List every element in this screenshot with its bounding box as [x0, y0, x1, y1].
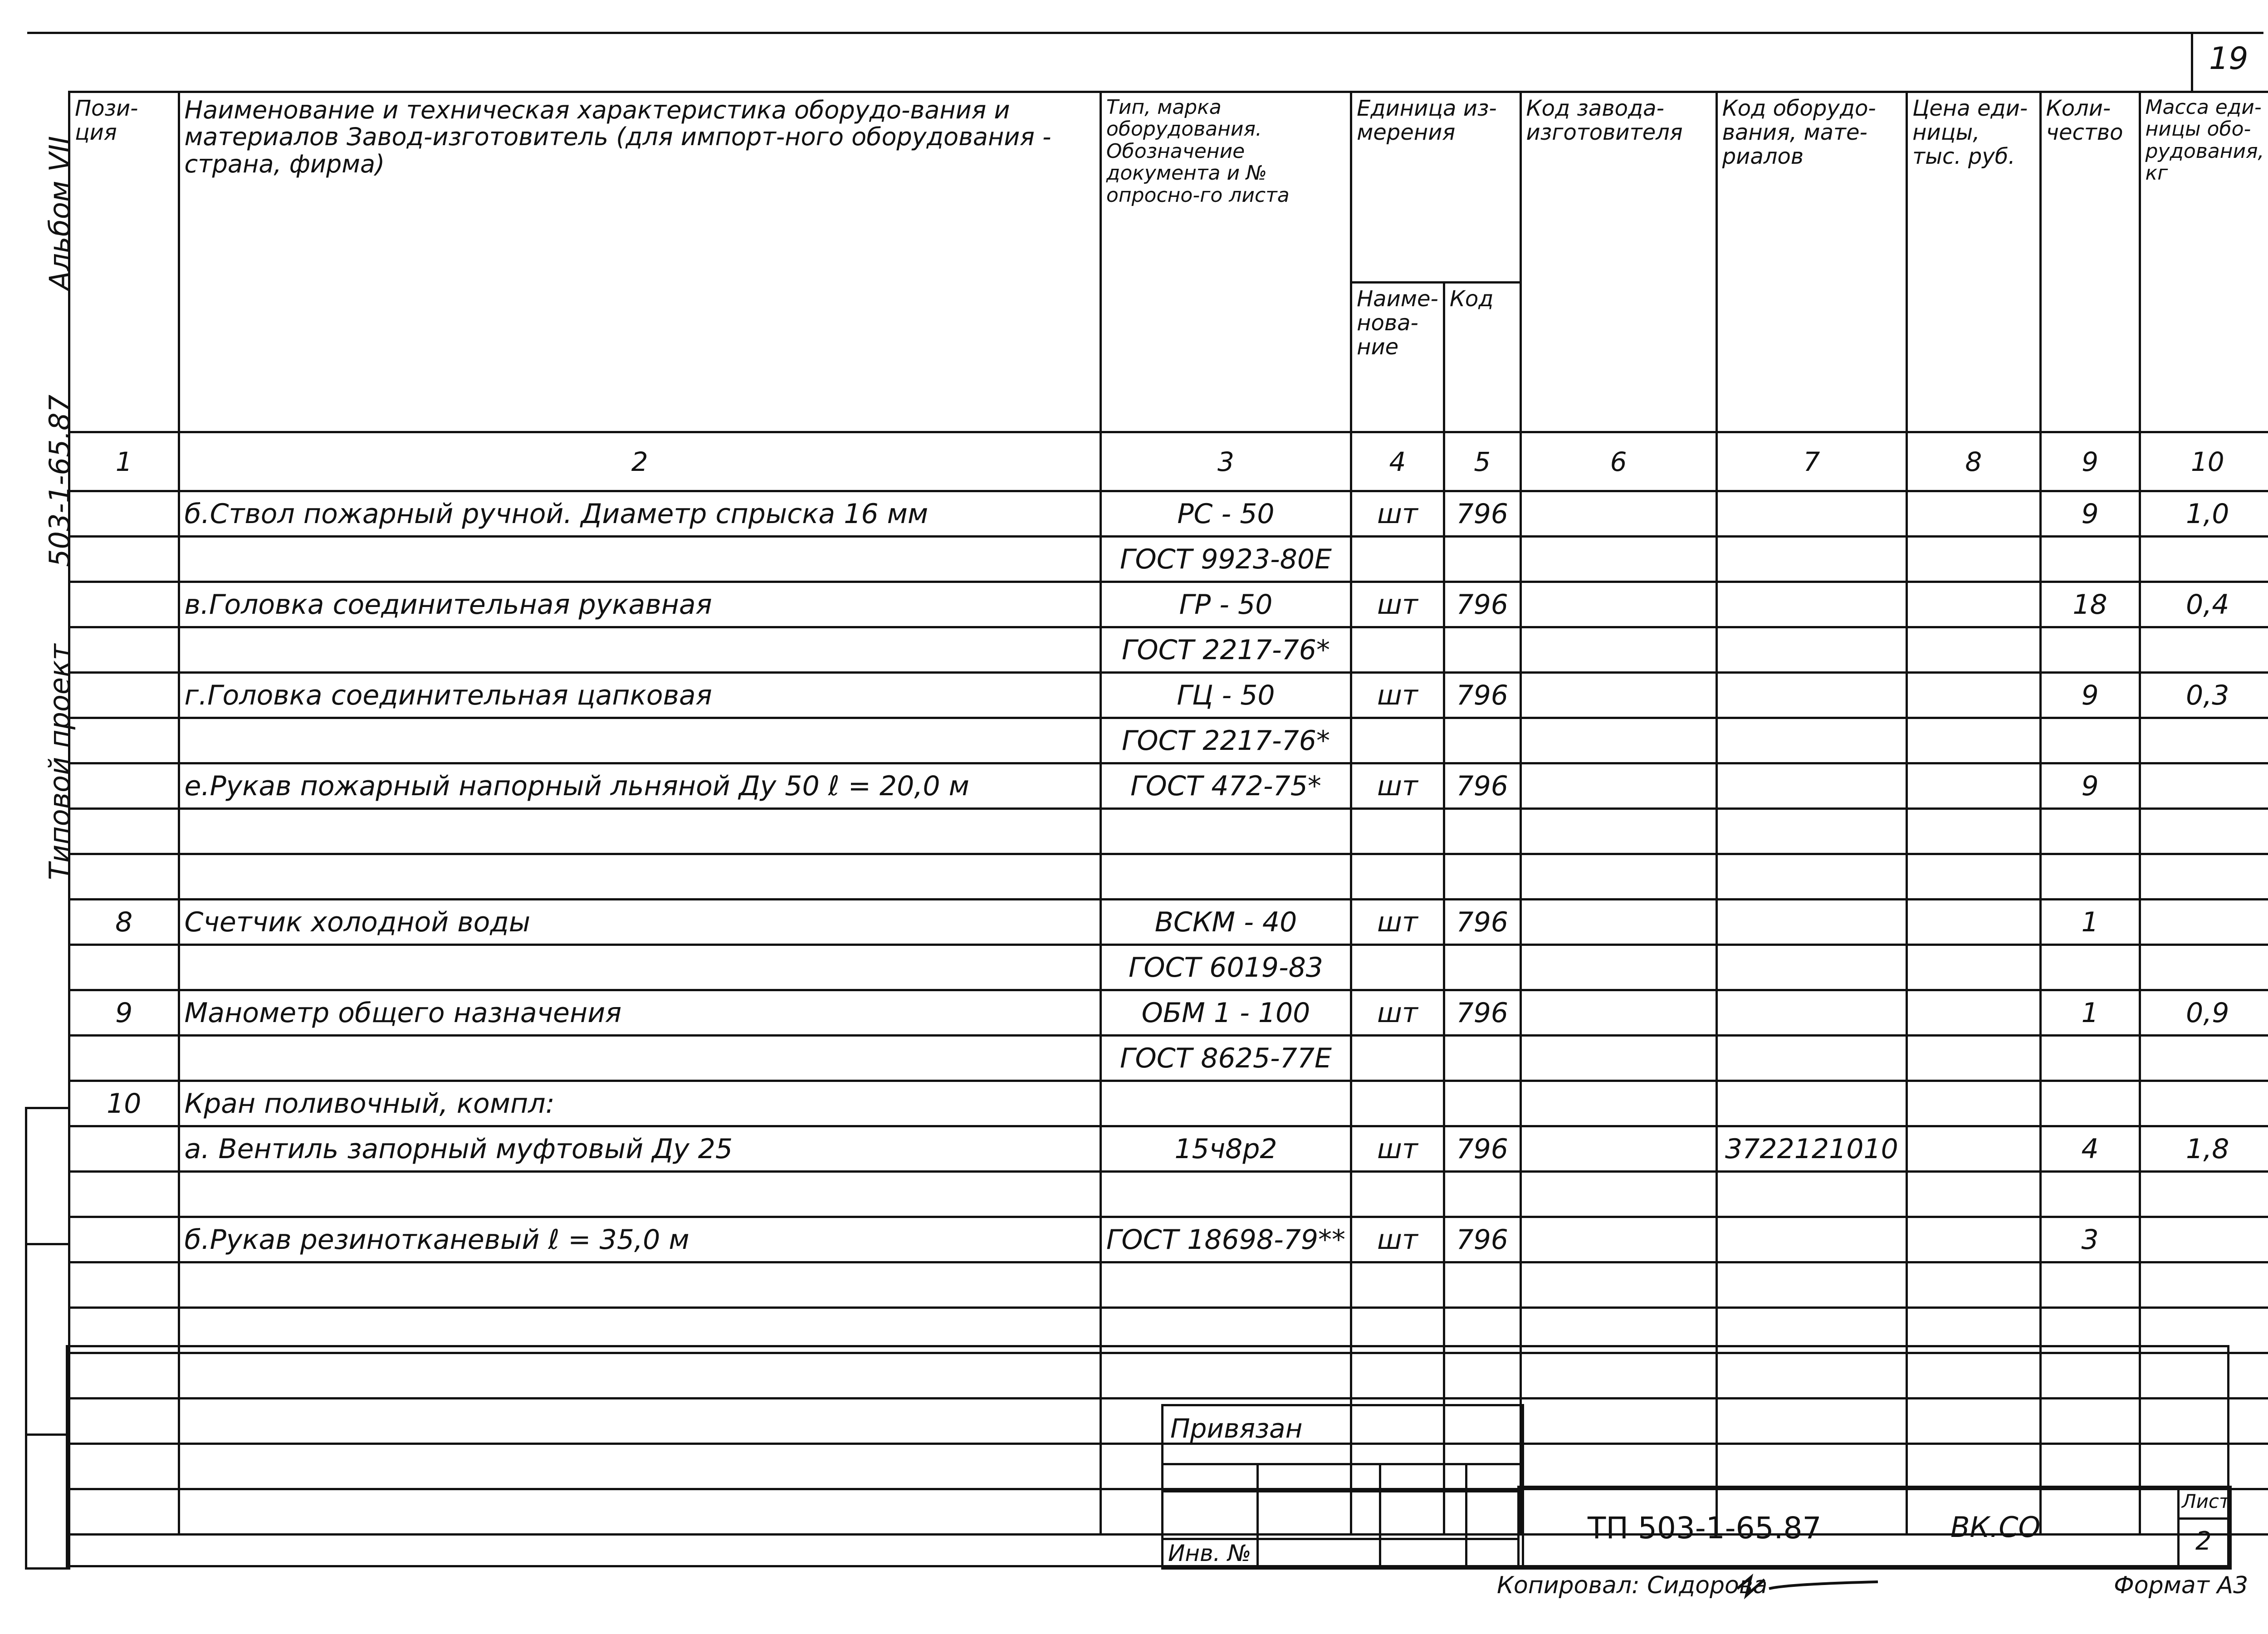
- row-name: [179, 537, 1100, 582]
- table-row: [69, 718, 2268, 763]
- specification-table: [68, 91, 2268, 1536]
- row-unit: шт: [1351, 900, 1444, 945]
- row-price: [1907, 1444, 2041, 1489]
- col-num: 6: [1520, 432, 1716, 491]
- table-row: [69, 809, 2268, 854]
- header-qty: Коли-чество: [2040, 92, 2140, 432]
- row-maker-code: [1520, 900, 1716, 945]
- row-maker-code: [1520, 491, 1716, 537]
- row-name: [179, 1172, 1100, 1217]
- row-equip-code: [1716, 1353, 1906, 1399]
- row-price: [1907, 1399, 2041, 1444]
- row-unit-code: 796: [1444, 673, 1520, 718]
- row-price: [1907, 1081, 2041, 1126]
- row-position: [69, 1399, 179, 1444]
- row-price: [1907, 1217, 2041, 1262]
- row-qty: [2040, 537, 2140, 582]
- row-mass: [2140, 854, 2268, 900]
- table-row: [69, 491, 2268, 537]
- row-unit: шт: [1351, 990, 1444, 1036]
- row-qty: 9: [2040, 763, 2140, 809]
- row-unit-code: 796: [1444, 582, 1520, 627]
- row-type: [1100, 1172, 1351, 1217]
- row-maker-code: [1520, 537, 1716, 582]
- row-maker-code: [1520, 718, 1716, 763]
- row-price: [1907, 537, 2041, 582]
- row-qty: [2040, 945, 2140, 990]
- row-position: 10: [69, 1081, 179, 1126]
- table-row: [69, 1126, 2268, 1172]
- row-type: [1100, 854, 1351, 900]
- header-unit-code: Код: [1444, 283, 1520, 432]
- row-unit-code: [1444, 627, 1520, 673]
- row-equip-code: [1716, 1036, 1906, 1081]
- col-num: 9: [2040, 432, 2140, 491]
- row-price: [1907, 1036, 2041, 1081]
- row-name: г.Головка соединительная цапковая: [179, 673, 1100, 718]
- col-num: 10: [2140, 432, 2268, 491]
- row-unit: шт: [1351, 1126, 1444, 1172]
- row-unit-code: [1444, 537, 1520, 582]
- sheet-number: 2: [2195, 1526, 2212, 1556]
- row-unit: [1351, 1353, 1444, 1399]
- row-name: Кран поливочный, компл:: [179, 1081, 1100, 1126]
- row-unit-code: [1444, 1036, 1520, 1081]
- row-equip-code: [1716, 763, 1906, 809]
- row-position: [69, 1262, 179, 1308]
- row-price: [1907, 763, 2041, 809]
- row-unit-code: 796: [1444, 763, 1520, 809]
- left-frame-line: [66, 1345, 68, 1567]
- row-unit: шт: [1351, 491, 1444, 537]
- row-equip-code: [1716, 1081, 1906, 1126]
- row-mass: [2140, 537, 2268, 582]
- row-qty: [2040, 809, 2140, 854]
- header-mass: Масса еди-ницы обо-рудования, кг: [2140, 92, 2268, 432]
- row-price: [1907, 990, 2041, 1036]
- row-type: ГЦ - 50: [1100, 673, 1351, 718]
- col-num: 5: [1444, 432, 1520, 491]
- row-mass: [2140, 718, 2268, 763]
- row-price: [1907, 491, 2041, 537]
- row-mass: [2140, 1172, 2268, 1217]
- row-type: ГОСТ 18698-79**: [1100, 1217, 1351, 1262]
- row-unit-code: 796: [1444, 1217, 1520, 1262]
- row-type: ОБМ 1 - 100: [1100, 990, 1351, 1036]
- row-type: ГОСТ 8625-77Е: [1100, 1036, 1351, 1081]
- row-position: [69, 1444, 179, 1489]
- row-unit: [1351, 1262, 1444, 1308]
- col-num: 2: [179, 432, 1100, 491]
- col-num: 8: [1907, 432, 2041, 491]
- row-name: б.Рукав резинотканевый ℓ = 35,0 м: [179, 1217, 1100, 1262]
- left-margin-divider-2: [25, 1433, 68, 1436]
- row-type: ГОСТ 9923-80Е: [1100, 537, 1351, 582]
- row-unit-code: [1444, 854, 1520, 900]
- row-type: [1100, 809, 1351, 854]
- row-qty: [2040, 718, 2140, 763]
- stamp-vline-1: [1256, 1463, 1259, 1565]
- row-price: [1907, 809, 2041, 854]
- row-equip-code: [1716, 673, 1906, 718]
- row-name: Манометр общего назначения: [179, 990, 1100, 1036]
- header-equip-code: Код оборудо-вания, мате-риалов: [1716, 92, 1906, 432]
- row-position: [69, 809, 179, 854]
- row-equip-code: [1716, 537, 1906, 582]
- row-unit: [1351, 718, 1444, 763]
- row-price: [1907, 1353, 2041, 1399]
- row-position: [69, 763, 179, 809]
- row-name: Счетчик холодной воды: [179, 900, 1100, 945]
- header-unit-name: Наиме-нова-ние: [1351, 283, 1444, 432]
- row-maker-code: [1520, 809, 1716, 854]
- row-qty: 9: [2040, 491, 2140, 537]
- row-position: 9: [69, 990, 179, 1036]
- page-number: 19: [2209, 41, 2248, 77]
- row-position: [69, 945, 179, 990]
- row-name: [179, 1399, 1100, 1444]
- row-position: [69, 1172, 179, 1217]
- row-unit-code: 796: [1444, 990, 1520, 1036]
- row-mass: 1,8: [2140, 1126, 2268, 1172]
- row-unit: [1351, 627, 1444, 673]
- table-row: [69, 1036, 2268, 1081]
- row-unit: [1351, 1081, 1444, 1126]
- row-equip-code: [1716, 627, 1906, 673]
- table-row: [69, 854, 2268, 900]
- row-qty: 18: [2040, 582, 2140, 627]
- table-row: [69, 1262, 2268, 1308]
- row-qty: [2040, 1444, 2140, 1489]
- row-maker-code: [1520, 1126, 1716, 1172]
- row-unit: [1351, 537, 1444, 582]
- row-equip-code: [1716, 491, 1906, 537]
- bound-label: Привязан: [1170, 1413, 1303, 1444]
- row-unit: шт: [1351, 673, 1444, 718]
- row-mass: [2140, 1262, 2268, 1308]
- row-maker-code: [1520, 1444, 1716, 1489]
- row-qty: 4: [2040, 1126, 2140, 1172]
- margin-project-number: 503-1-65.87: [43, 394, 76, 567]
- table-row: [69, 627, 2268, 673]
- row-position: [69, 627, 179, 673]
- row-maker-code: [1520, 1036, 1716, 1081]
- table-row: [69, 673, 2268, 718]
- row-mass: [2140, 900, 2268, 945]
- row-maker-code: [1520, 1172, 1716, 1217]
- row-price: [1907, 627, 2041, 673]
- row-mass: [2140, 1081, 2268, 1126]
- row-qty: [2040, 1081, 2140, 1126]
- row-name: [179, 627, 1100, 673]
- row-price: [1907, 718, 2041, 763]
- row-qty: 1: [2040, 990, 2140, 1036]
- row-equip-code: [1716, 1399, 1906, 1444]
- row-maker-code: [1520, 1081, 1716, 1126]
- row-type: ГОСТ 6019-83: [1100, 945, 1351, 990]
- row-qty: [2040, 1172, 2140, 1217]
- row-maker-code: [1520, 763, 1716, 809]
- row-position: [69, 537, 179, 582]
- row-equip-code: [1716, 809, 1906, 854]
- column-number-row: [69, 432, 2268, 491]
- row-maker-code: [1520, 945, 1716, 990]
- row-equip-code: [1716, 718, 1906, 763]
- row-unit: [1351, 809, 1444, 854]
- row-mass: [2140, 809, 2268, 854]
- row-qty: 9: [2040, 673, 2140, 718]
- table-bottom-line: [66, 1345, 2229, 1347]
- row-name: [179, 1036, 1100, 1081]
- row-name: [179, 945, 1100, 990]
- stamp-vline-2: [1379, 1463, 1381, 1565]
- row-type: 15ч8р2: [1100, 1126, 1351, 1172]
- row-position: [69, 854, 179, 900]
- row-mass: [2140, 1036, 2268, 1081]
- copied-by: Копировал: Сидорова: [1497, 1572, 1768, 1599]
- row-name: б.Ствол пожарный ручной. Диаметр спрыска 16 мм: [179, 491, 1100, 537]
- row-type: ГОСТ 2217-76*: [1100, 627, 1351, 673]
- row-position: [69, 1353, 179, 1399]
- row-type: ВСКМ - 40: [1100, 900, 1351, 945]
- header-name: Наименование и техническая характеристика оборудо-вания и материалов Завод-изготовитель (для импорт-ного оборудования - страна, фирма): [179, 92, 1100, 432]
- row-maker-code: [1520, 990, 1716, 1036]
- page-number-divider: [2191, 32, 2193, 91]
- top-border-line: [27, 32, 2263, 34]
- row-price: [1907, 1172, 2041, 1217]
- row-maker-code: [1520, 854, 1716, 900]
- row-qty: [2040, 1262, 2140, 1308]
- table-row: [69, 1172, 2268, 1217]
- row-maker-code: [1520, 582, 1716, 627]
- row-unit-code: 796: [1444, 491, 1520, 537]
- row-unit-code: [1444, 1262, 1520, 1308]
- row-price: [1907, 945, 2041, 990]
- row-mass: [2140, 945, 2268, 990]
- row-equip-code: [1716, 582, 1906, 627]
- row-unit-code: [1444, 718, 1520, 763]
- row-name: в.Головка соединительная рукавная: [179, 582, 1100, 627]
- row-maker-code: [1520, 673, 1716, 718]
- header-price: Цена еди-ницы, тыс. руб.: [1907, 92, 2041, 432]
- row-unit-code: [1444, 1172, 1520, 1217]
- header-type: Тип, марка оборудования. Обозначение документа и № опросно-го листа: [1100, 92, 1351, 432]
- row-price: [1907, 582, 2041, 627]
- signature-mark: [1733, 1570, 1882, 1602]
- row-name: [179, 1489, 1100, 1535]
- row-name: [179, 1262, 1100, 1308]
- inventory-label: Инв. №: [1168, 1540, 1251, 1566]
- row-type: ГОСТ 472-75*: [1100, 763, 1351, 809]
- table-row: [69, 945, 2268, 990]
- table-row: [69, 1217, 2268, 1262]
- document-mark: ВК.СО: [1950, 1511, 2041, 1544]
- row-name: [179, 854, 1100, 900]
- header-maker-code: Код завода-изготовителя: [1520, 92, 1716, 432]
- row-qty: 1: [2040, 900, 2140, 945]
- row-price: [1907, 1262, 2041, 1308]
- format-label: Формат А3: [2114, 1572, 2248, 1599]
- table-row: [69, 1353, 2268, 1399]
- header-unit-group: Единица из-мерения: [1351, 92, 1520, 283]
- table-row: [69, 990, 2268, 1036]
- row-equip-code: 3722121010: [1716, 1126, 1906, 1172]
- table-row: [69, 763, 2268, 809]
- margin-project-label: Типовой проект: [43, 644, 76, 880]
- row-type: ГОСТ 2217-76*: [1100, 718, 1351, 763]
- row-unit-code: 796: [1444, 900, 1520, 945]
- row-mass: [2140, 763, 2268, 809]
- table-row: [69, 1081, 2268, 1126]
- row-unit-code: 796: [1444, 1126, 1520, 1172]
- stamp-vline-3: [1465, 1463, 1467, 1565]
- document-code: ТП 503-1-65.87: [1588, 1511, 1822, 1546]
- row-name: [179, 718, 1100, 763]
- header-row: [69, 92, 2268, 283]
- row-type: [1100, 1081, 1351, 1126]
- row-unit-code: [1444, 945, 1520, 990]
- table-body: [69, 491, 2268, 1535]
- row-mass: [2140, 1217, 2268, 1262]
- row-maker-code: [1520, 627, 1716, 673]
- row-unit: шт: [1351, 1217, 1444, 1262]
- row-type: [1100, 1353, 1351, 1399]
- row-type: ГР - 50: [1100, 582, 1351, 627]
- row-position: 8: [69, 900, 179, 945]
- row-price: [1907, 854, 2041, 900]
- row-mass: [2140, 1444, 2268, 1489]
- sheet-box-divider: [2177, 1486, 2180, 1565]
- row-maker-code: [1520, 1262, 1716, 1308]
- row-name: [179, 1444, 1100, 1489]
- row-mass: [2140, 1353, 2268, 1399]
- table-row: [69, 900, 2268, 945]
- row-equip-code: [1716, 1172, 1906, 1217]
- margin-album: Альбом VII: [43, 136, 76, 290]
- table-row: [69, 582, 2268, 627]
- row-unit: [1351, 945, 1444, 990]
- row-equip-code: [1716, 990, 1906, 1036]
- col-num: 7: [1716, 432, 1906, 491]
- sheet-box-hline: [2177, 1517, 2227, 1520]
- row-price: [1907, 900, 2041, 945]
- row-qty: [2040, 854, 2140, 900]
- row-maker-code: [1520, 1217, 1716, 1262]
- row-equip-code: [1716, 900, 1906, 945]
- row-equip-code: [1716, 1262, 1906, 1308]
- row-name: [179, 809, 1100, 854]
- row-mass: 1,0: [2140, 491, 2268, 537]
- row-unit-code: [1444, 1081, 1520, 1126]
- header-position: Пози-ция: [69, 92, 179, 432]
- row-mass: 0,9: [2140, 990, 2268, 1036]
- row-mass: [2140, 1399, 2268, 1444]
- row-position: [69, 1489, 179, 1535]
- col-num: 4: [1351, 432, 1444, 491]
- row-qty: 3: [2040, 1217, 2140, 1262]
- row-unit: шт: [1351, 763, 1444, 809]
- row-maker-code: [1520, 1353, 1716, 1399]
- row-price: [1907, 1126, 2041, 1172]
- left-margin-strip: [25, 1107, 70, 1570]
- row-equip-code: [1716, 854, 1906, 900]
- row-unit: [1351, 1172, 1444, 1217]
- table-row: [69, 537, 2268, 582]
- row-unit: [1351, 854, 1444, 900]
- row-position: [69, 1217, 179, 1262]
- row-type: [1100, 1262, 1351, 1308]
- row-mass: 0,4: [2140, 582, 2268, 627]
- row-position: [69, 718, 179, 763]
- row-position: [69, 1126, 179, 1172]
- sheet-label: Лист: [2182, 1490, 2230, 1512]
- row-maker-code: [1520, 1399, 1716, 1444]
- row-qty: [2040, 627, 2140, 673]
- row-qty: [2040, 1036, 2140, 1081]
- row-name: а. Вентиль запорный муфтовый Ду 25: [179, 1126, 1100, 1172]
- row-equip-code: [1716, 1444, 1906, 1489]
- row-equip-code: [1716, 945, 1906, 990]
- row-position: [69, 1036, 179, 1081]
- row-price: [1907, 673, 2041, 718]
- row-unit-code: [1444, 1353, 1520, 1399]
- col-num: 3: [1100, 432, 1351, 491]
- col-num: 1: [69, 432, 179, 491]
- row-type: РС - 50: [1100, 491, 1351, 537]
- row-qty: [2040, 1399, 2140, 1444]
- row-equip-code: [1716, 1217, 1906, 1262]
- row-position: [69, 491, 179, 537]
- row-mass: 0,3: [2140, 673, 2268, 718]
- row-unit-code: [1444, 809, 1520, 854]
- row-position: [69, 582, 179, 627]
- row-name: е.Рукав пожарный напорный льняной Ду 50 ℓ = 20,0 м: [179, 763, 1100, 809]
- row-mass: [2140, 627, 2268, 673]
- row-qty: [2040, 1353, 2140, 1399]
- row-name: [179, 1353, 1100, 1399]
- row-unit: [1351, 1036, 1444, 1081]
- row-unit: шт: [1351, 582, 1444, 627]
- left-margin-divider-1: [25, 1243, 68, 1245]
- row-position: [69, 673, 179, 718]
